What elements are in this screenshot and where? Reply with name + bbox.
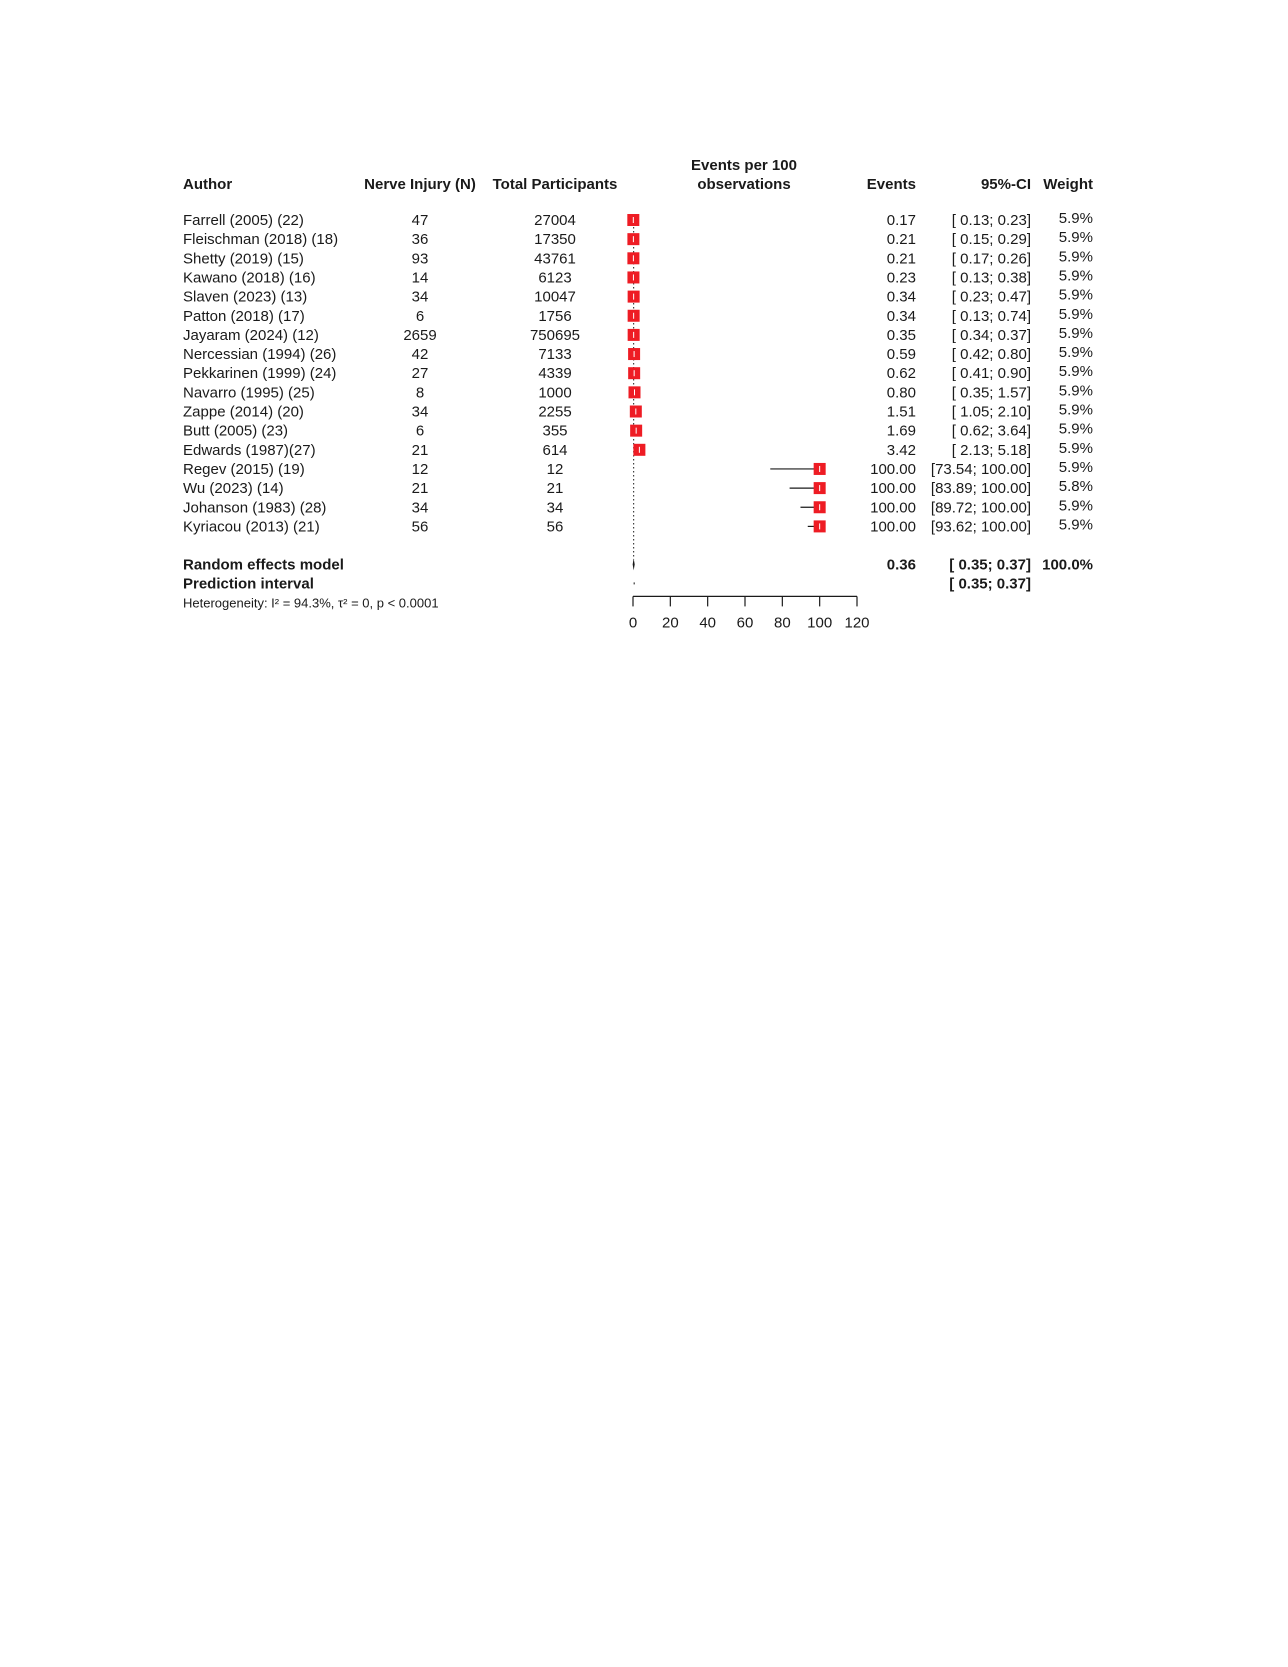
pooled-diamond — [633, 558, 635, 570]
header-plot-line2: observations — [697, 176, 791, 193]
header-plot-line1: Events per 100 — [691, 157, 797, 174]
prediction-label: Prediction interval — [183, 575, 314, 593]
axis-tick-label: 20 — [661, 614, 679, 632]
axis-tick-label: 0 — [628, 614, 638, 632]
study-weight: 5.9% — [1058, 420, 1093, 438]
study-ci: [ 0.13; 0.74] — [951, 307, 1031, 325]
study-author: Wu (2023) (14) — [183, 480, 284, 498]
study-author: Navarro (1995) (25) — [183, 384, 315, 402]
study-ci: [ 0.13; 0.38] — [951, 269, 1031, 287]
study-total: 56 — [546, 518, 564, 536]
study-total: 7133 — [538, 346, 572, 364]
study-author: Edwards (1987)(27) — [183, 441, 316, 459]
study-author: Johanson (1983) (28) — [183, 499, 327, 517]
prediction-ci: [ 0.35; 0.37] — [949, 575, 1031, 593]
study-nerve-injury: 8 — [415, 384, 425, 402]
study-weight: 5.9% — [1058, 324, 1093, 342]
study-events: 1.69 — [886, 422, 916, 440]
header-nerve-injury: Nerve Injury (N) — [364, 176, 476, 193]
pooled-label: Random effects model — [183, 556, 344, 574]
study-nerve-injury: 34 — [411, 499, 429, 517]
study-nerve-injury: 27 — [411, 365, 429, 383]
study-nerve-injury: 34 — [411, 288, 429, 306]
header-weight: Weight — [1043, 176, 1093, 193]
study-events: 100.00 — [870, 518, 916, 536]
study-total: 2255 — [538, 403, 572, 421]
axis-tick-label: 100 — [807, 614, 833, 632]
study-author: Patton (2018) (17) — [183, 307, 305, 325]
study-ci: [ 0.34; 0.37] — [951, 326, 1031, 344]
study-events: 100.00 — [870, 460, 916, 478]
study-nerve-injury: 36 — [411, 231, 429, 249]
axis-tick-label: 40 — [699, 614, 717, 632]
study-nerve-injury: 6 — [415, 307, 425, 325]
study-weight: 5.8% — [1058, 478, 1093, 496]
study-author: Kyriacou (2013) (21) — [183, 518, 320, 536]
study-author: Farrell (2005) (22) — [183, 212, 304, 229]
study-events: 0.23 — [886, 269, 916, 287]
study-events: 0.59 — [886, 346, 916, 364]
study-weight: 5.9% — [1058, 516, 1093, 534]
study-events: 0.62 — [886, 365, 916, 383]
column-headers — [183, 157, 1093, 193]
study-events: 100.00 — [870, 480, 916, 498]
study-weight: 5.9% — [1058, 229, 1093, 247]
axis-tick-label: 60 — [736, 614, 754, 632]
study-ci: [ 0.41; 0.90] — [951, 365, 1031, 383]
header-events: Events — [866, 176, 916, 193]
prediction-row — [183, 575, 1031, 592]
study-row — [183, 497, 1093, 516]
study-ci: [ 0.13; 0.23] — [951, 212, 1031, 229]
study-ci: [ 0.42; 0.80] — [951, 346, 1031, 364]
pooled-ci: [ 0.35; 0.37] — [949, 556, 1031, 574]
study-weight: 5.9% — [1058, 382, 1093, 400]
study-weight: 5.9% — [1058, 305, 1093, 323]
study-author: Kawano (2018) (16) — [183, 269, 316, 287]
study-ci: [ 1.05; 2.10] — [951, 403, 1031, 421]
study-total: 27004 — [534, 212, 576, 229]
study-events: 0.34 — [886, 288, 916, 306]
study-events: 0.34 — [886, 307, 916, 325]
study-total: 17350 — [534, 231, 576, 249]
study-author: Regev (2015) (19) — [183, 460, 305, 478]
header-ci: 95%-CI — [980, 176, 1031, 193]
study-author: Butt (2005) (23) — [183, 422, 289, 440]
study-author: Shetty (2019) (15) — [183, 250, 304, 268]
summary-rows — [183, 556, 1093, 610]
study-ci: [ 0.15; 0.29] — [951, 231, 1031, 249]
study-events: 0.21 — [886, 231, 916, 249]
header-total-participants: Total Participants — [492, 176, 618, 193]
header-author: Author — [183, 176, 233, 193]
study-row — [183, 516, 1093, 535]
pooled-row — [183, 556, 1093, 573]
study-total: 1000 — [538, 384, 572, 402]
study-total: 1756 — [538, 307, 572, 325]
study-ci: [89.72; 100.00] — [930, 499, 1031, 517]
study-ci: [83.89; 100.00] — [930, 480, 1031, 498]
study-ci: [ 0.23; 0.47] — [951, 288, 1031, 306]
study-total: 43761 — [534, 250, 576, 268]
study-events: 100.00 — [870, 499, 916, 517]
study-nerve-injury: 21 — [411, 480, 429, 498]
study-nerve-injury: 6 — [415, 422, 425, 440]
study-total: 614 — [542, 441, 568, 459]
study-total: 21 — [546, 480, 564, 498]
plot-area — [627, 214, 825, 583]
study-weight: 5.9% — [1058, 497, 1093, 515]
study-total: 12 — [546, 460, 564, 478]
study-total: 4339 — [538, 365, 572, 383]
study-nerve-injury: 2659 — [403, 326, 437, 344]
study-nerve-injury: 21 — [411, 441, 429, 459]
study-author: Pekkarinen (1999) (24) — [183, 365, 337, 383]
study-author: Slaven (2023) (13) — [183, 288, 308, 306]
study-ci: [ 2.13; 5.18] — [951, 441, 1031, 459]
study-total: 10047 — [534, 288, 576, 306]
pooled-events: 0.36 — [886, 556, 916, 574]
study-weight: 5.9% — [1058, 267, 1093, 285]
study-nerve-injury: 56 — [411, 518, 429, 536]
heterogeneity-text: Heterogeneity: I² = 94.3%, τ² = 0, p < 0.0001 — [183, 595, 439, 611]
study-events: 1.51 — [886, 403, 916, 421]
study-weight: 5.9% — [1058, 458, 1093, 476]
study-ci: [73.54; 100.00] — [930, 460, 1031, 478]
study-weight: 5.9% — [1058, 439, 1093, 457]
study-nerve-injury: 42 — [411, 346, 429, 364]
x-axis — [629, 596, 870, 631]
study-author: Zappe (2014) (20) — [183, 403, 304, 421]
study-total: 34 — [546, 499, 564, 517]
pooled-weight: 100.0% — [1042, 556, 1093, 574]
study-events: 0.17 — [886, 212, 916, 229]
study-events: 0.35 — [886, 326, 916, 344]
study-events: 0.80 — [886, 384, 916, 402]
study-events: 3.42 — [886, 441, 916, 459]
study-nerve-injury: 12 — [411, 460, 429, 478]
study-ci: [ 0.35; 1.57] — [951, 384, 1031, 402]
study-weight: 5.9% — [1058, 248, 1093, 266]
study-total: 6123 — [538, 269, 572, 287]
study-nerve-injury: 47 — [411, 212, 429, 229]
study-author: Fleischman (2018) (18) — [183, 231, 339, 249]
study-events: 0.21 — [886, 250, 916, 268]
study-total: 750695 — [529, 326, 581, 344]
study-weight: 5.9% — [1058, 363, 1093, 381]
study-total: 355 — [542, 422, 568, 440]
study-ci: [93.62; 100.00] — [930, 518, 1031, 536]
study-nerve-injury: 34 — [411, 403, 429, 421]
axis-tick-label: 120 — [844, 614, 870, 632]
study-row — [183, 478, 1093, 497]
study-weight: 5.9% — [1058, 401, 1093, 419]
study-author: Jayaram (2024) (12) — [183, 326, 319, 344]
study-weight: 5.9% — [1058, 344, 1093, 362]
study-ci: [ 0.17; 0.26] — [951, 250, 1031, 268]
study-nerve-injury: 93 — [411, 250, 429, 268]
study-row — [183, 459, 1093, 478]
study-nerve-injury: 14 — [411, 269, 429, 287]
study-weight: 5.9% — [1058, 286, 1093, 304]
study-ci: [ 0.62; 3.64] — [951, 422, 1031, 440]
study-weight: 5.9% — [1058, 210, 1093, 227]
study-author: Nercessian (1994) (26) — [183, 346, 337, 364]
axis-tick-label: 80 — [773, 614, 791, 632]
